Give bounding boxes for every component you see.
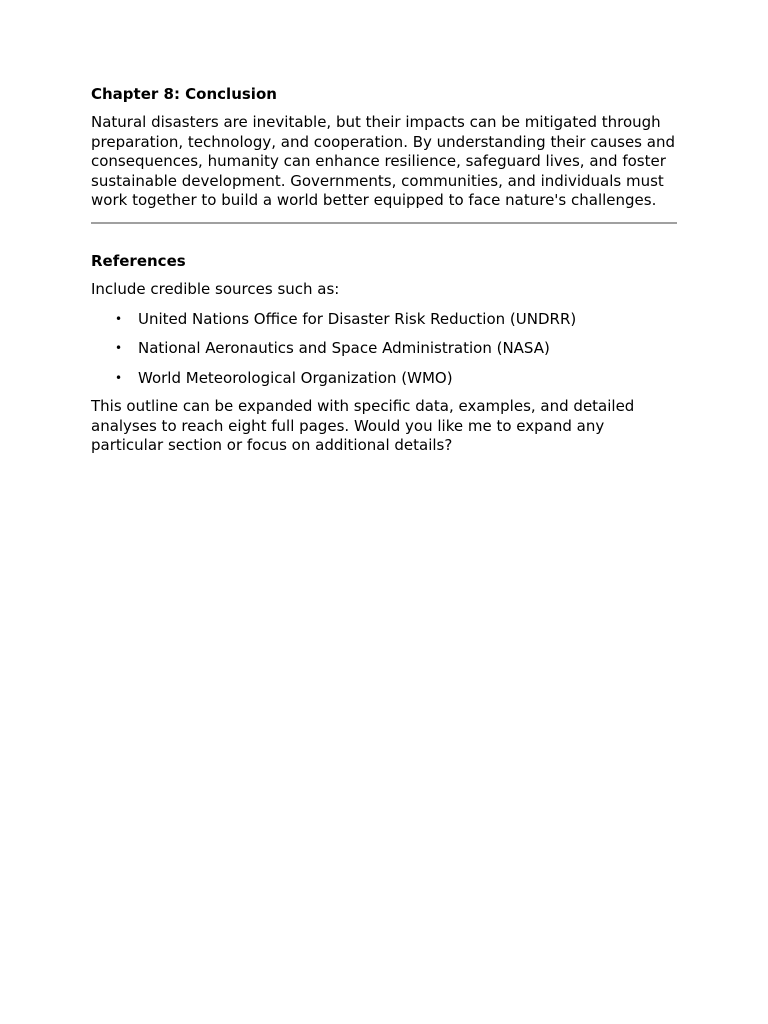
list-item <box>91 338 677 358</box>
reference-text: World Meteorological Organization (WMO) <box>138 368 453 387</box>
bullet-icon: • <box>115 311 123 326</box>
references-intro: Include credible sources such as: <box>91 279 340 298</box>
chapter-heading: Chapter 8: Conclusion <box>91 85 277 103</box>
references-heading: References <box>91 251 186 270</box>
closing-paragraph: This outline can be expanded with specific data, examples, and detailed analyses to reach eight full pages. Would you like me to expand any particular section or focus on additional details? <box>91 397 635 455</box>
reference-text: National Aeronautics and Space Administration (NASA) <box>138 339 550 358</box>
list-item <box>91 368 677 388</box>
list-item <box>91 309 677 329</box>
references-list <box>91 309 677 388</box>
conclusion-paragraph: Natural disasters are inevitable, but their impacts can be mitigated through preparation, technology, and cooperation. By understanding their causes and consequences, humanity can enhance resilience, safeguard lives, and foster sustainable development. Governments, communities, and individuals must work together to build a world better equipped to face nature's challenges. <box>91 113 675 210</box>
reference-text: United Nations Office for Disaster Risk Reduction (UNDRR) <box>138 309 577 328</box>
document-page <box>91 84 677 456</box>
bullet-icon: • <box>115 341 123 356</box>
bullet-icon: • <box>115 370 123 385</box>
section-divider <box>91 222 677 224</box>
